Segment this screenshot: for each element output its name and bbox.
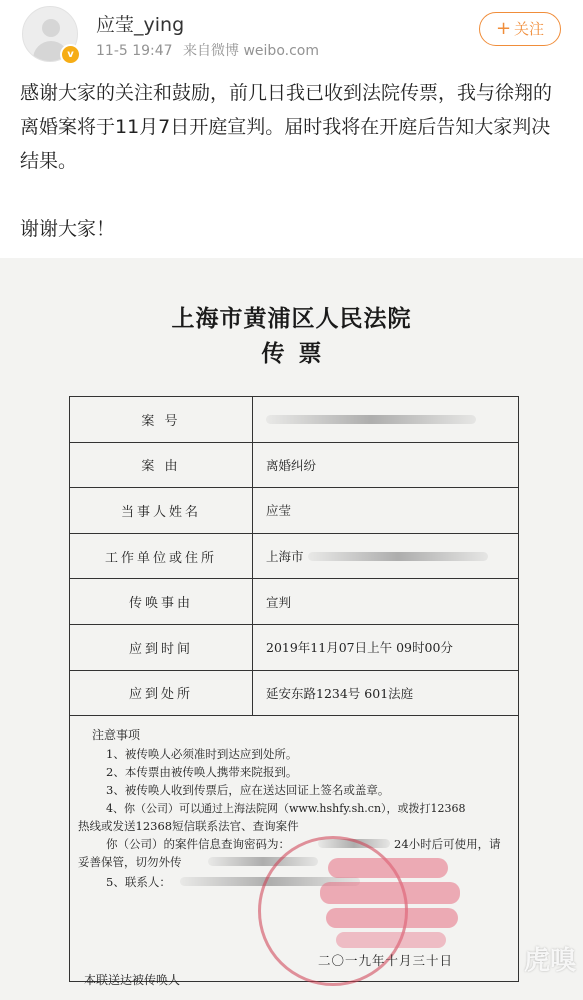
form-value: 宣判 xyxy=(266,594,292,610)
form-row-cause xyxy=(70,443,518,489)
post-meta xyxy=(96,40,325,60)
username[interactable]: 应莹_ying xyxy=(96,14,185,36)
form-value: 延安东路1234号 601法庭 xyxy=(266,685,414,701)
document-footer: 本联送达被传唤人 xyxy=(84,973,181,987)
note-item: 1、被传唤人必须准时到达应到处所。 xyxy=(106,747,298,762)
post-image[interactable] xyxy=(0,258,583,1000)
form-row-time xyxy=(70,625,518,671)
post-text-thanks: 谢谢大家！ xyxy=(20,218,116,240)
form-value: 应莹 xyxy=(266,503,292,519)
note-item: 你（公司）的案件信息查询密码为： xyxy=(106,837,290,852)
plus-icon: + xyxy=(495,18,512,39)
court-name: 上海市黄浦区人民法院 xyxy=(171,305,412,332)
note-item: 24小时后可使用，请 xyxy=(394,837,501,852)
redaction-blur xyxy=(308,552,488,561)
avatar-placeholder-icon xyxy=(42,19,60,37)
form-value-address xyxy=(266,534,488,579)
form-label: 案 号 xyxy=(70,397,253,442)
form-label: 应到处所 xyxy=(70,671,253,716)
form-label: 传唤事由 xyxy=(70,579,253,624)
form-label: 应到时间 xyxy=(70,625,253,670)
follow-button[interactable] xyxy=(479,12,561,46)
form-row-reason xyxy=(70,579,518,625)
source-watermark: 虎嗅 xyxy=(524,946,577,976)
post-header xyxy=(0,0,583,70)
note-item: 5、联系人： xyxy=(106,875,171,890)
redaction-blur xyxy=(266,415,476,424)
form-row-place xyxy=(70,671,518,717)
note-item: 热线或发送12368短信联系法官、查询案件 xyxy=(78,819,299,834)
note-item: 妥善保管，切勿外传 xyxy=(78,855,182,870)
issue-date: 二〇一九年十月三十日 xyxy=(318,953,454,968)
note-item: 3、被传唤人收到传票后，应在送达回证上签名或盖章。 xyxy=(106,783,390,798)
document-title: 传票 xyxy=(261,340,336,367)
paragraph-gap xyxy=(20,178,564,212)
form-value: 2019年11月07日上午 09时00分 xyxy=(266,640,453,656)
seal-blur xyxy=(336,932,446,948)
form-label: 案 由 xyxy=(70,443,253,488)
form-value: 离婚纠纷 xyxy=(266,457,317,473)
note-item: 4、你（公司）可以通过上海法院网（www.hshfy.sh.cn），或拨打12368 xyxy=(106,802,466,816)
form-label: 工作单位或住所 xyxy=(70,534,253,579)
follow-label: 关注 xyxy=(514,20,545,38)
form-row-address xyxy=(70,534,518,580)
note-item: 2、本传票由被传唤人携带来院报到。 xyxy=(106,765,298,780)
form-label: 当事人姓名 xyxy=(70,488,253,533)
post-source: 来自微博 weibo.com xyxy=(183,43,319,59)
post-body xyxy=(20,76,564,246)
verified-badge-icon: v xyxy=(60,44,81,65)
form-value-redacted xyxy=(266,397,476,442)
notes-title: 注意事项 xyxy=(92,728,141,743)
seal-blur xyxy=(328,858,448,878)
seal-blur xyxy=(326,908,458,928)
post-time: 11-5 19:47 xyxy=(96,43,173,59)
address-prefix: 上海市 xyxy=(266,549,304,565)
post-text-paragraph: 感谢大家的关注和鼓励，前几日我已收到法院传票，我与徐翔的离婚案将于11月7日开庭宣判。届时我将在开庭后告知大家判决结果。 xyxy=(20,82,553,172)
seal-blur xyxy=(320,882,460,904)
form-row-party-name xyxy=(70,488,518,534)
form-row-case-number xyxy=(70,397,518,443)
